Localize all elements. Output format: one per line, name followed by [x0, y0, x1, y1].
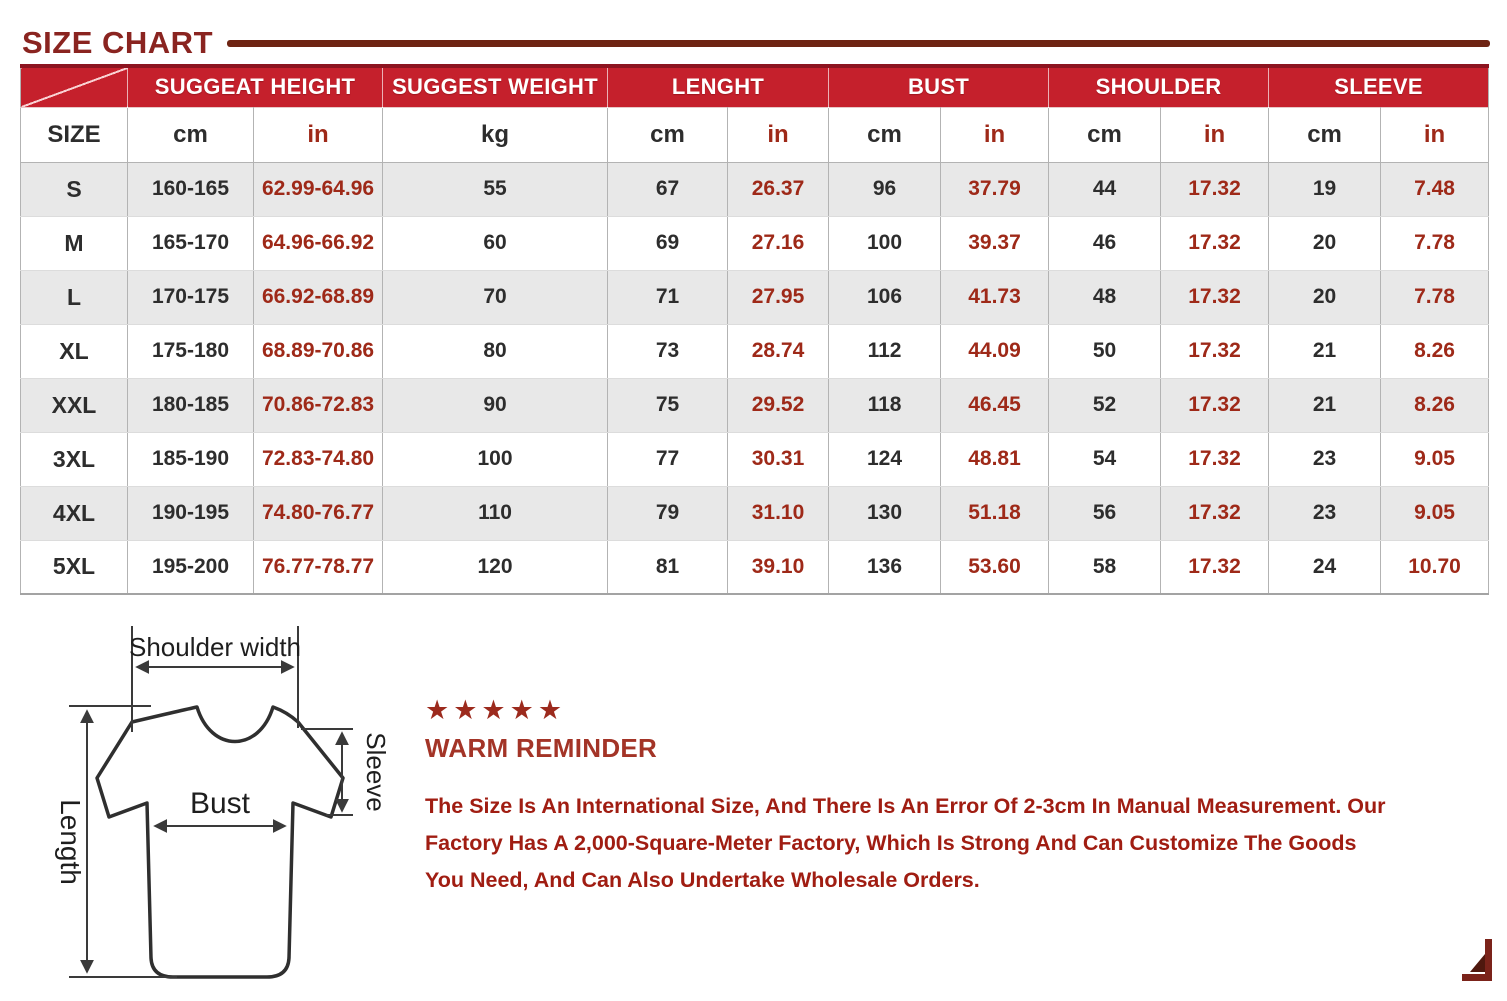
table-row	[21, 216, 1489, 270]
value-cell: 31.10	[728, 486, 829, 540]
value-cell: 195-200	[128, 540, 254, 594]
value-cell: 7.78	[1381, 270, 1489, 324]
unit-header-size: SIZE	[21, 107, 128, 162]
tshirt-outline	[97, 707, 343, 977]
value-cell: 170-175	[128, 270, 254, 324]
unit-header-cm: cm	[608, 107, 728, 162]
value-cell: 17.32	[1161, 324, 1269, 378]
value-cell: 136	[829, 540, 941, 594]
value-cell: 70.86-72.83	[254, 378, 383, 432]
value-cell: 10.70	[1381, 540, 1489, 594]
value-cell: 180-185	[128, 378, 254, 432]
value-cell: 17.32	[1161, 378, 1269, 432]
value-cell: 69	[608, 216, 728, 270]
value-cell: 55	[383, 162, 608, 216]
value-cell: 39.37	[941, 216, 1049, 270]
value-cell: 58	[1049, 540, 1161, 594]
sleeve-label: Sleeve	[361, 732, 391, 812]
value-cell: 90	[383, 378, 608, 432]
value-cell: 39.10	[728, 540, 829, 594]
table-row	[21, 486, 1489, 540]
value-cell: 51.18	[941, 486, 1049, 540]
value-cell: 19	[1269, 162, 1381, 216]
size-chart-section	[20, 64, 1488, 595]
size-cell: L	[21, 270, 128, 324]
size-cell: M	[21, 216, 128, 270]
value-cell: 23	[1269, 486, 1381, 540]
value-cell: 17.32	[1161, 162, 1269, 216]
value-cell: 73	[608, 324, 728, 378]
value-cell: 64.96-66.92	[254, 216, 383, 270]
value-cell: 17.32	[1161, 486, 1269, 540]
size-cell: 4XL	[21, 486, 128, 540]
value-cell: 7.78	[1381, 216, 1489, 270]
table-row	[21, 270, 1489, 324]
size-cell: S	[21, 162, 128, 216]
group-header-suggest-height: SUGGEAT HEIGHT	[128, 66, 383, 107]
value-cell: 20	[1269, 270, 1381, 324]
group-header-row	[21, 66, 1489, 107]
warm-reminder-text: The Size Is An International Size, And There Is An Error Of 2-3cm In Manual Measurement. Our Factory Has A 2,000-Square-Meter Factory, Which Is Strong And Can Customize The Goods You Need, And Can Also Undertake Wholesale Orders.	[425, 794, 1386, 892]
value-cell: 190-195	[128, 486, 254, 540]
value-cell: 79	[608, 486, 728, 540]
group-header-sleeve: SLEEVE	[1269, 66, 1489, 107]
value-cell: 60	[383, 216, 608, 270]
unit-header-in: in	[254, 107, 383, 162]
value-cell: 48.81	[941, 432, 1049, 486]
unit-header-row	[21, 107, 1489, 162]
value-cell: 48	[1049, 270, 1161, 324]
value-cell: 23	[1269, 432, 1381, 486]
value-cell: 21	[1269, 378, 1381, 432]
table-row	[21, 162, 1489, 216]
table-row	[21, 540, 1489, 594]
value-cell: 130	[829, 486, 941, 540]
value-cell: 66.92-68.89	[254, 270, 383, 324]
corner-diagonal-cell	[21, 66, 128, 107]
value-cell: 54	[1049, 432, 1161, 486]
value-cell: 77	[608, 432, 728, 486]
value-cell: 50	[1049, 324, 1161, 378]
warm-reminder-heading: WARM REMINDER	[425, 733, 658, 763]
size-cell: 3XL	[21, 432, 128, 486]
value-cell: 165-170	[128, 216, 254, 270]
bust-label: Bust	[189, 787, 251, 820]
value-cell: 74.80-76.77	[254, 486, 383, 540]
table-row	[21, 378, 1489, 432]
group-header-length: LENGHT	[608, 66, 829, 107]
value-cell: 81	[608, 540, 728, 594]
value-cell: 17.32	[1161, 540, 1269, 594]
warm-reminder-section	[425, 697, 1390, 899]
table-row	[21, 324, 1489, 378]
value-cell: 71	[608, 270, 728, 324]
value-cell: 175-180	[128, 324, 254, 378]
corner-bracket-icon	[1462, 939, 1492, 981]
value-cell: 8.26	[1381, 378, 1489, 432]
value-cell: 29.52	[728, 378, 829, 432]
unit-header-cm: cm	[1269, 107, 1381, 162]
value-cell: 17.32	[1161, 216, 1269, 270]
value-cell: 44	[1049, 162, 1161, 216]
value-cell: 100	[383, 432, 608, 486]
value-cell: 53.60	[941, 540, 1049, 594]
value-cell: 21	[1269, 324, 1381, 378]
value-cell: 75	[608, 378, 728, 432]
value-cell: 46	[1049, 216, 1161, 270]
value-cell: 41.73	[941, 270, 1049, 324]
unit-header-in: in	[728, 107, 829, 162]
size-cell: 5XL	[21, 540, 128, 594]
value-cell: 120	[383, 540, 608, 594]
unit-header-cm: cm	[829, 107, 941, 162]
value-cell: 52	[1049, 378, 1161, 432]
value-cell: 118	[829, 378, 941, 432]
value-cell: 62.99-64.96	[254, 162, 383, 216]
value-cell: 9.05	[1381, 432, 1489, 486]
value-cell: 20	[1269, 216, 1381, 270]
value-cell: 28.74	[728, 324, 829, 378]
value-cell: 124	[829, 432, 941, 486]
value-cell: 7.48	[1381, 162, 1489, 216]
value-cell: 72.83-74.80	[254, 432, 383, 486]
size-cell: XL	[21, 324, 128, 378]
title-rule-line	[227, 40, 1490, 47]
rating-stars-icon: ★★★★★	[425, 695, 567, 725]
title-bar	[22, 25, 1490, 61]
unit-header-kg: kg	[383, 107, 608, 162]
value-cell: 17.32	[1161, 270, 1269, 324]
value-cell: 76.77-78.77	[254, 540, 383, 594]
value-cell: 112	[829, 324, 941, 378]
value-cell: 9.05	[1381, 486, 1489, 540]
value-cell: 70	[383, 270, 608, 324]
value-cell: 30.31	[728, 432, 829, 486]
size-table-body	[21, 162, 1489, 594]
unit-header-in: in	[941, 107, 1049, 162]
value-cell: 17.32	[1161, 432, 1269, 486]
group-header-suggest-weight: SUGGEST WEIGHT	[383, 66, 608, 107]
value-cell: 110	[383, 486, 608, 540]
value-cell: 56	[1049, 486, 1161, 540]
unit-header-in: in	[1381, 107, 1489, 162]
value-cell: 26.37	[728, 162, 829, 216]
value-cell: 67	[608, 162, 728, 216]
size-chart-table	[20, 64, 1489, 595]
value-cell: 160-165	[128, 162, 254, 216]
unit-header-in: in	[1161, 107, 1269, 162]
value-cell: 37.79	[941, 162, 1049, 216]
group-header-bust: BUST	[829, 66, 1049, 107]
value-cell: 68.89-70.86	[254, 324, 383, 378]
table-row	[21, 432, 1489, 486]
value-cell: 46.45	[941, 378, 1049, 432]
page-title: SIZE CHART	[22, 25, 213, 60]
value-cell: 44.09	[941, 324, 1049, 378]
length-label: Length	[55, 799, 86, 885]
group-header-shoulder: SHOULDER	[1049, 66, 1269, 107]
tshirt-measurement-diagram	[25, 610, 425, 1001]
value-cell: 80	[383, 324, 608, 378]
value-cell: 185-190	[128, 432, 254, 486]
value-cell: 27.95	[728, 270, 829, 324]
value-cell: 24	[1269, 540, 1381, 594]
unit-header-cm: cm	[128, 107, 254, 162]
unit-header-cm: cm	[1049, 107, 1161, 162]
value-cell: 27.16	[728, 216, 829, 270]
value-cell: 106	[829, 270, 941, 324]
value-cell: 8.26	[1381, 324, 1489, 378]
value-cell: 100	[829, 216, 941, 270]
size-cell: XXL	[21, 378, 128, 432]
value-cell: 96	[829, 162, 941, 216]
shoulder-width-label: Shoulder width	[129, 632, 301, 662]
